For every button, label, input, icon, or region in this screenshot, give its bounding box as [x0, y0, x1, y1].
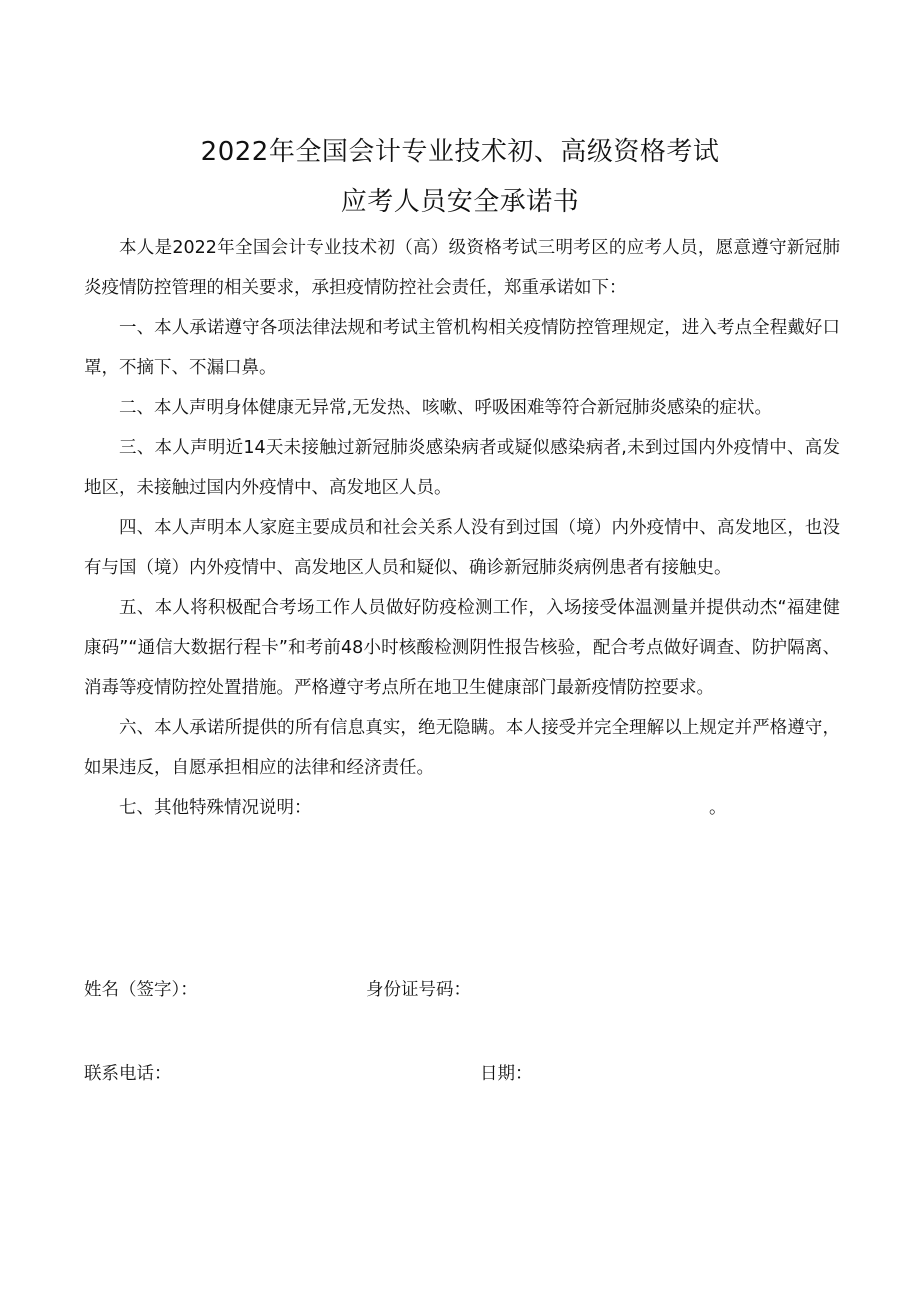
clause-3: 三、本人声明近14天未接触过新冠肺炎感染病者或疑似感染病者,未到过国内外疫情中、高发地区，未接触过国内外疫情中、高发地区人员。 [84, 438, 840, 498]
intro-paragraph: 本人是2022年全国会计专业技术初（高）级资格考试三明考区的应考人员，愿意遵守新冠肺炎疫情防控管理的相关要求，承担疫情防控社会责任，郑重承诺如下： [84, 238, 840, 298]
title-line-2: 应考人员安全承诺书 [340, 187, 580, 217]
clause-2: 二、本人声明身体健康无异常,无发热、咳嗽、呼吸困难等符合新冠肺炎感染的症状。 [119, 398, 773, 418]
clause-7-label: 七、其他特殊情况说明： [119, 798, 312, 818]
id-number-label: 身份证号码： [366, 980, 471, 1000]
name-signature-label: 姓名（签字）： [84, 980, 198, 1000]
clause-7-end-mark: 。 [709, 798, 727, 818]
clause-7 [84, 788, 840, 828]
clause-1: 一、本人承诺遵守各项法律法规和考试主管机构相关疫情防控管理规定，进入考点全程戴好口罩，不摘下、不漏口鼻。 [84, 318, 840, 378]
date-label: 日期： [480, 1064, 533, 1084]
title-line-1: 2022年全国会计专业技术初、高级资格考试 [200, 137, 720, 167]
clause-4: 四、本人声明本人家庭主要成员和社会关系人没有到过国（境）内外疫情中、高发地区，也没有与国（境）内外疫情中、高发地区人员和疑似、确诊新冠肺炎病例患者有接触史。 [84, 518, 840, 578]
document-body [84, 228, 840, 828]
clause-5: 五、本人将积极配合考场工作人员做好防疫检测工作，入场接受体温测量并提供动杰“福建健康码”“通信大数据行程卡”和考前48小时核酸检测阴性报告核验，配合考点做好调查、防护隔离、消毒等疫情防控处置措施。严格遵守考点所在地卫生健康部门最新疫情防控要求。 [84, 598, 840, 698]
phone-label: 联系电话： [84, 1064, 172, 1084]
clause-6: 六、本人承诺所提供的所有信息真实，绝无隐瞒。本人接受并完全理解以上规定并严格遵守，如果违反，自愿承担相应的法律和经济责任。 [84, 718, 840, 778]
